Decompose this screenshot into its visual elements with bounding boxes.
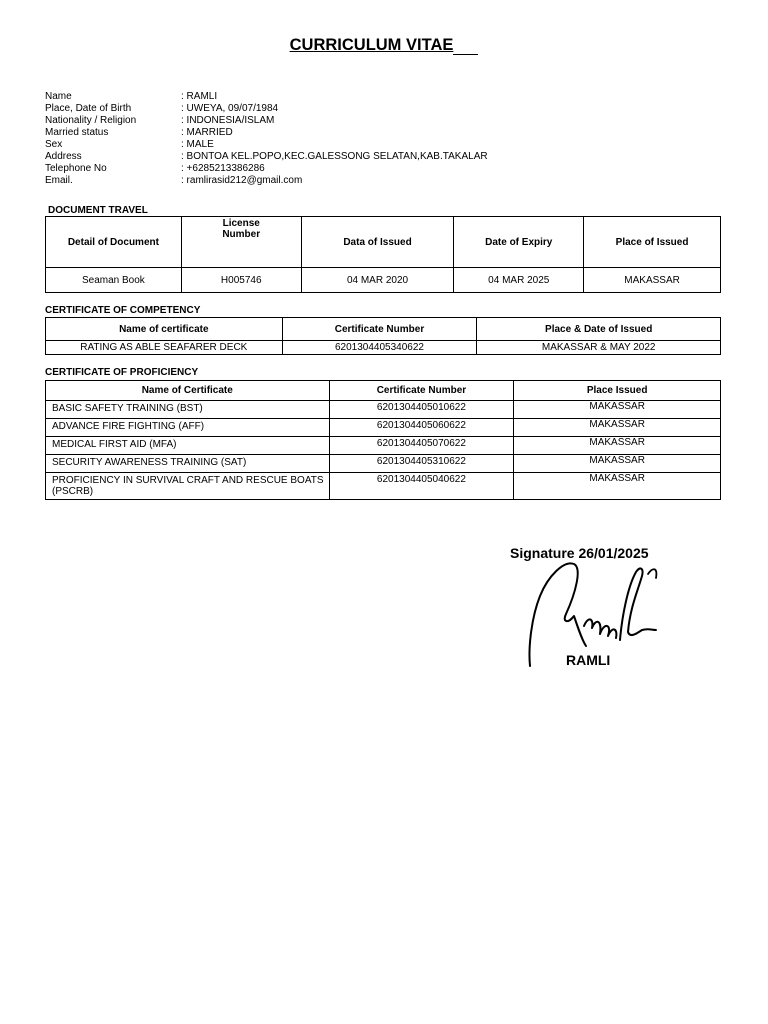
column-header: Certificate Number	[282, 318, 477, 341]
column-header: Detail of Document	[46, 217, 182, 268]
info-label: Email.	[45, 175, 73, 186]
table-cell: PROFICIENCY IN SURVIVAL CRAFT AND RESCUE BOATS (PSCRB)	[46, 473, 330, 500]
table-cell: H005746	[181, 268, 301, 293]
page-title: CURRICULUM VITAE	[0, 36, 768, 55]
info-value: : UWEYA, 09/07/1984	[181, 103, 279, 114]
table-cell: MAKASSAR	[514, 437, 721, 455]
info-row-sex	[45, 139, 488, 151]
column-header: Data of Issued	[301, 217, 454, 268]
info-row-name	[45, 91, 488, 103]
info-row-address	[45, 151, 488, 163]
table-cell: MAKASSAR	[514, 455, 721, 473]
table-row	[46, 401, 721, 419]
table-cell: MAKASSAR	[514, 401, 721, 419]
signature-label: Signature 26/01/2025	[510, 545, 649, 561]
table-cell: Seaman Book	[46, 268, 182, 293]
table-cell: SECURITY AWARENESS TRAINING (SAT)	[46, 455, 330, 473]
table-cell: 6201304405060622	[329, 419, 514, 437]
proficiency-heading: CERTIFICATE OF PROFICIENCY	[45, 367, 199, 378]
table-cell: 6201304405340622	[282, 341, 477, 355]
table-cell: BASIC SAFETY TRAINING (BST)	[46, 401, 330, 419]
table-cell: MAKASSAR	[584, 268, 721, 293]
table-cell: RATING AS ABLE SEAFARER DECK	[46, 341, 283, 355]
info-label: Place, Date of Birth	[45, 103, 132, 114]
table-cell: 04 MAR 2020	[301, 268, 454, 293]
column-header: Name of Certificate	[46, 381, 330, 401]
table-cell: MAKASSAR	[514, 473, 721, 500]
table-cell: 6201304405310622	[329, 455, 514, 473]
column-header: License Number	[181, 217, 301, 268]
info-value: : ramlirasid212@gmail.com	[181, 175, 303, 186]
info-value: : MALE	[181, 139, 214, 150]
column-header: Place & Date of Issued	[477, 318, 721, 341]
info-row-email	[45, 175, 488, 187]
competency-heading: CERTIFICATE OF COMPETENCY	[45, 305, 201, 316]
table-row	[46, 473, 721, 500]
info-value: : MARRIED	[181, 127, 233, 138]
table-row	[46, 419, 721, 437]
table-cell: ADVANCE FIRE FIGHTING (AFF)	[46, 419, 330, 437]
info-label: Telephone No	[45, 163, 107, 174]
table-header-row	[46, 318, 721, 341]
info-row-birth	[45, 103, 488, 115]
info-value: : RAMLI	[181, 91, 218, 102]
table-row	[46, 455, 721, 473]
info-label: Married status	[45, 127, 109, 138]
table-cell: 6201304405040622	[329, 473, 514, 500]
table-cell: 04 MAR 2025	[454, 268, 584, 293]
table-cell: MAKASSAR & MAY 2022	[477, 341, 721, 355]
column-header: Place Issued	[514, 381, 721, 401]
info-row-nationality	[45, 115, 488, 127]
table-row	[46, 341, 721, 355]
info-value: : INDONESIA/ISLAM	[181, 115, 275, 126]
document-travel-table	[45, 216, 721, 293]
column-header: Name of certificate	[46, 318, 283, 341]
info-value: : BONTOA KEL.POPO,KEC.GALESSONG SELATAN,KAB.TAKALAR	[181, 151, 488, 162]
column-header: Date of Expiry	[454, 217, 584, 268]
table-cell: 6201304405070622	[329, 437, 514, 455]
column-header: Place of Issued	[584, 217, 721, 268]
info-label: Nationality / Religion	[45, 115, 137, 126]
table-header-row	[46, 217, 721, 268]
info-label: Sex	[45, 139, 63, 150]
table-header-row	[46, 381, 721, 401]
info-label: Name	[45, 91, 72, 102]
info-row-telephone	[45, 163, 488, 175]
info-row-married	[45, 127, 488, 139]
info-value: : +6285213386286	[181, 163, 265, 174]
personal-info	[45, 91, 488, 187]
proficiency-table	[45, 380, 721, 500]
document-travel-heading: DOCUMENT TRAVEL	[48, 205, 148, 216]
table-cell: MAKASSAR	[514, 419, 721, 437]
info-label: Address	[45, 151, 82, 162]
column-header: Certificate Number	[329, 381, 514, 401]
table-row	[46, 268, 721, 293]
competency-table	[45, 317, 721, 355]
signature-name: RAMLI	[566, 652, 611, 668]
table-row	[46, 437, 721, 455]
table-cell: MEDICAL FIRST AID (MFA)	[46, 437, 330, 455]
table-cell: 6201304405010622	[329, 401, 514, 419]
